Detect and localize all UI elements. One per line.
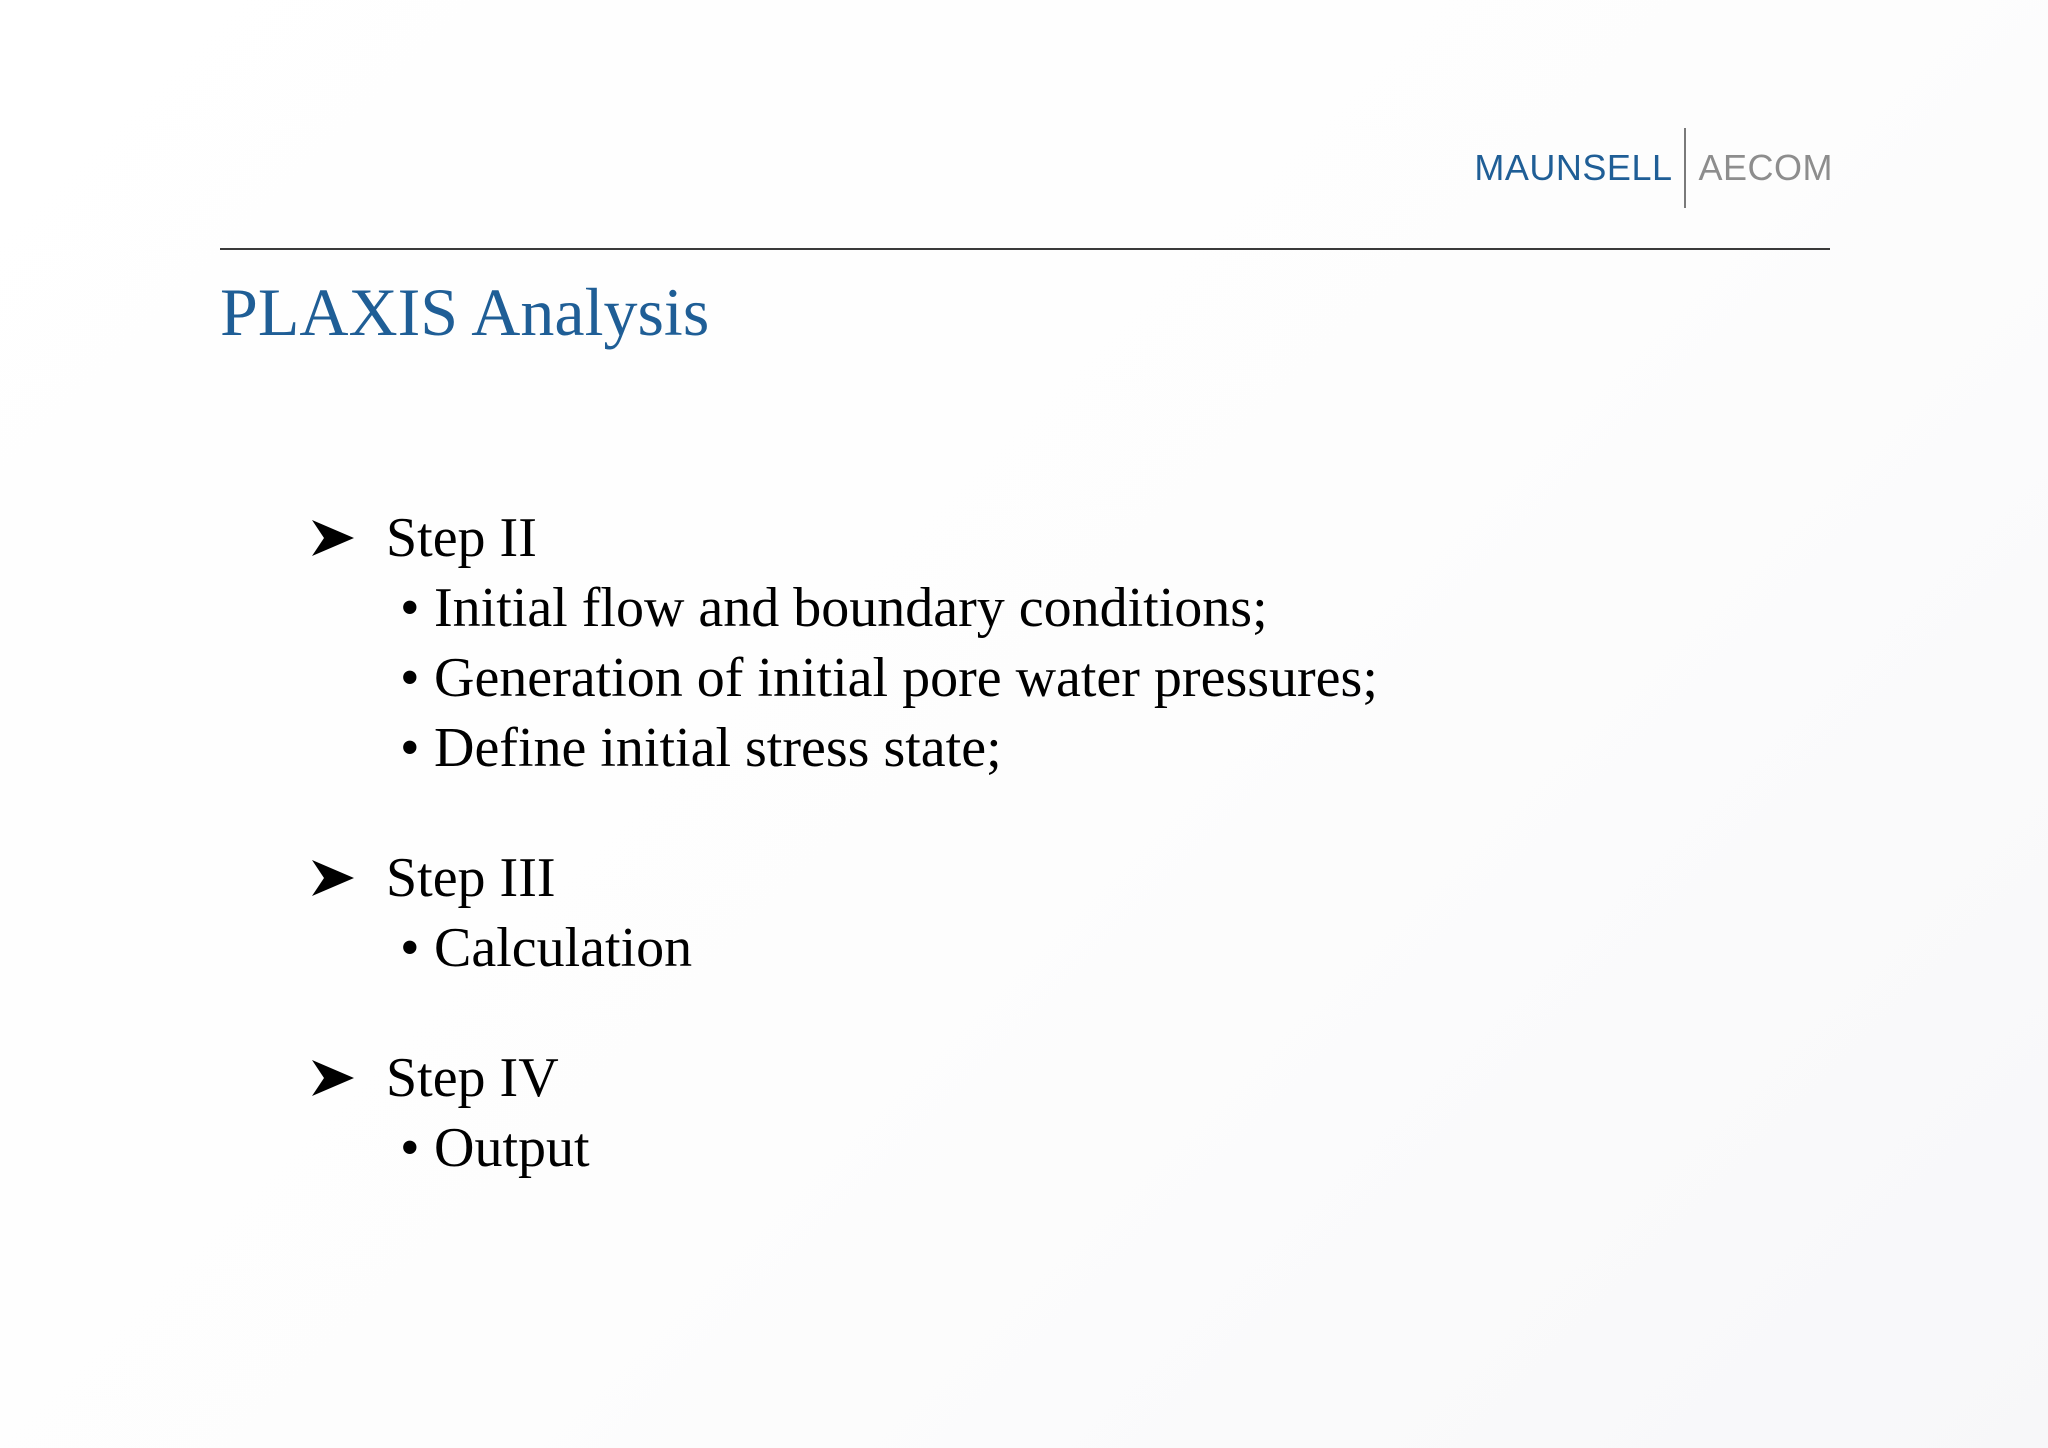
step-items (310, 913, 1378, 983)
list-item (400, 913, 1378, 983)
step-block (310, 843, 1378, 983)
step-heading (310, 843, 1378, 913)
list-item (400, 573, 1378, 643)
step-list (310, 503, 1378, 1183)
logo-secondary-text: AECOM (1698, 147, 1833, 188)
dot-bullet-icon: • (400, 917, 420, 979)
list-item-text: Initial flow and boundary conditions; (434, 577, 1268, 639)
list-item-text: Define initial stress state; (434, 717, 1002, 779)
arrowhead-bullet-icon (310, 1058, 356, 1098)
dot-bullet-icon: • (400, 1117, 420, 1179)
logo-divider (1684, 128, 1686, 208)
step-items (310, 573, 1378, 783)
arrowhead-bullet-icon (310, 858, 356, 898)
step-heading-label: Step III (386, 847, 556, 909)
dot-bullet-icon: • (400, 717, 420, 779)
list-item (400, 713, 1378, 783)
dot-bullet-icon: • (400, 647, 420, 709)
logo-primary-text: MAUNSELL (1474, 147, 1673, 188)
list-item-text: Calculation (434, 917, 693, 979)
list-item (400, 643, 1378, 713)
step-heading (310, 1043, 1378, 1113)
list-item-text: Generation of initial pore water pressures; (434, 647, 1378, 709)
list-item (400, 1113, 1378, 1183)
company-logo (1474, 128, 1833, 208)
dot-bullet-icon: • (400, 577, 420, 639)
step-heading-label: Step IV (386, 1047, 559, 1109)
step-block (310, 1043, 1378, 1183)
step-items (310, 1113, 1378, 1183)
step-block (310, 503, 1378, 783)
step-heading (310, 503, 1378, 573)
list-item-text: Output (434, 1117, 590, 1179)
slide-title: PLAXIS Analysis (220, 274, 710, 350)
arrowhead-bullet-icon (310, 518, 356, 558)
header-rule (220, 248, 1830, 250)
step-heading-label: Step II (386, 507, 537, 569)
